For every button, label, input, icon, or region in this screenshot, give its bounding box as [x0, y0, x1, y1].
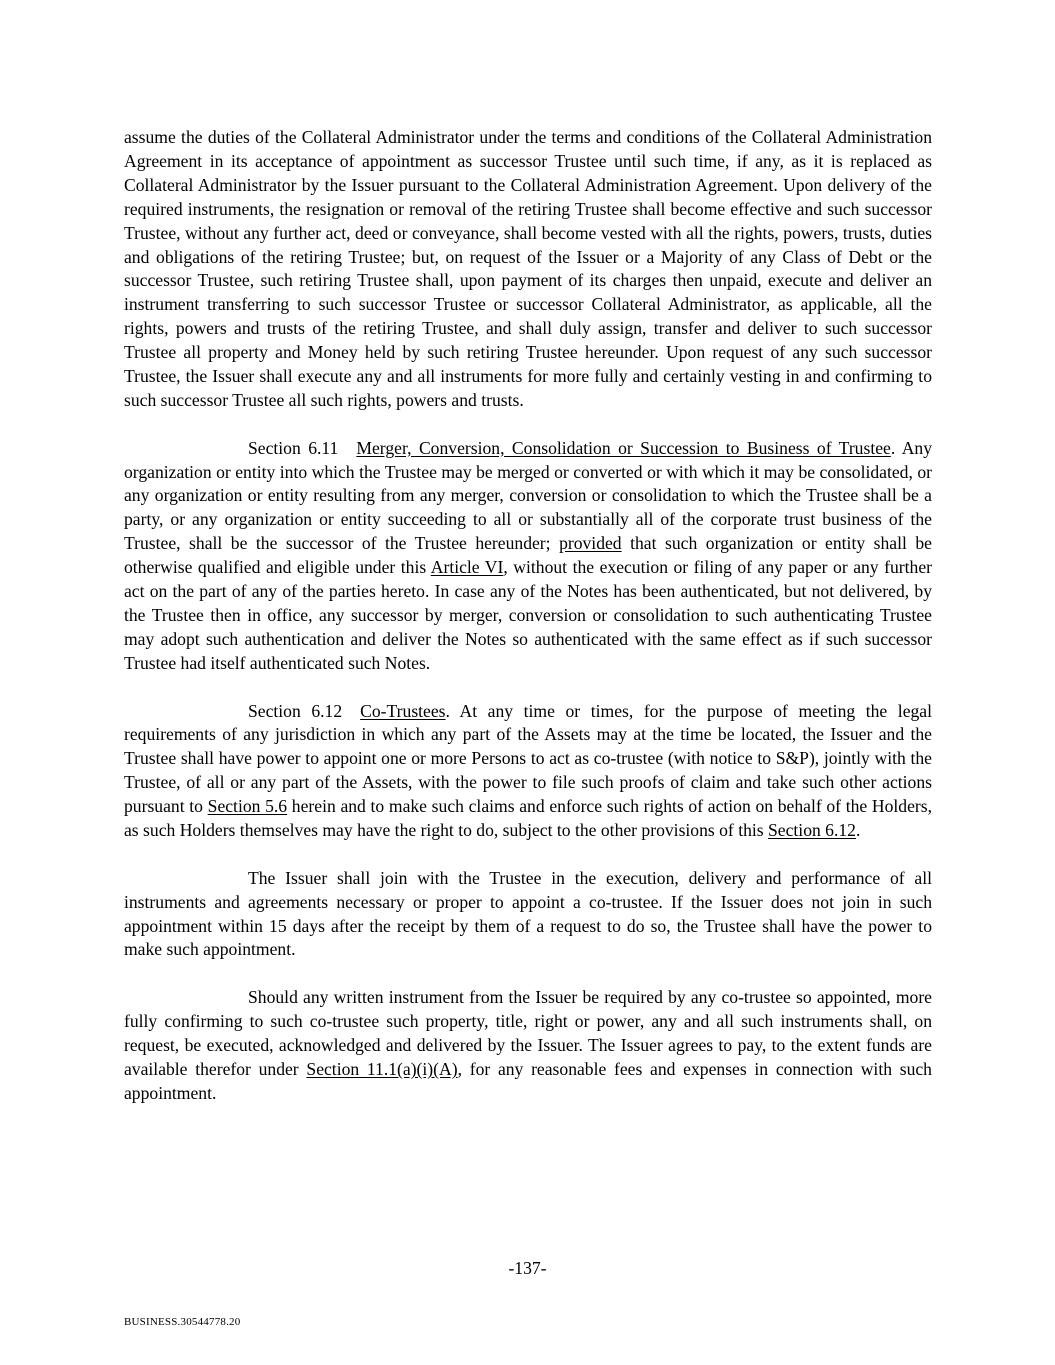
cross-reference-link[interactable]: Section 6.12 [768, 820, 856, 841]
section-text: that such organization or entity shall be otherwise qualified and eligible under this [124, 533, 932, 578]
section-6-12 [124, 700, 932, 843]
cross-reference-link[interactable]: Section 5.6 [207, 796, 288, 817]
page-number: -137- [508, 1258, 547, 1278]
section-number: Section 6.11 [248, 437, 339, 458]
section-text: . At any time or times, for the purpose of meeting the legal requirements of any jurisdiction in which any part of the Assets may at the time be located, the Issuer and the Trustee shall have power to appoint one or more Persons to act as co-trustee (with notice to S&P), jointly with the Trustee, of all or any part of the Assets, with the power to file such proofs of claim and take such other actions pursuant to [124, 700, 932, 817]
cross-reference-link[interactable]: Article VI [430, 557, 504, 578]
section-text: herein and to make such claims and enforce such rights of action on behalf of the Holders, as such Holders themselves may have the right to do, subject to the other provisions of this [124, 796, 932, 841]
document-footer-id: BUSINESS.30544778.20 [124, 1316, 241, 1328]
section-text: Should any written instrument from the Issuer be required by any co-trustee so appointed, more fully confirming to such co-trustee such property, title, right or power, any and all such instruments shall, on request, be executed, acknowledged and delivered by the Issuer. The Issuer agrees to pay, to the extent funds are available therefor under [124, 987, 932, 1079]
page-body [124, 126, 932, 1130]
section-heading: Co-Trustees [360, 700, 446, 721]
provided-term: provided [559, 533, 622, 554]
section-text: , without the execution or filing of any paper or any further act on the part of any of the parties hereto. In case any of the Notes has been authenticated, but not delivered, by the Trustee then in office, any successor by merger, conversion or consolidation to such authenticating Trustee may adopt such authentication and deliver the Notes so authenticated with the same effect as if such successor Trustee had itself authenticated such Notes. [124, 557, 932, 673]
section-number: Section 6.12 [248, 700, 343, 721]
section-text: , for any reasonable fees and expenses in connection with such appointment. [124, 1058, 932, 1103]
paragraph-issuer-join: The Issuer shall join with the Trustee in the execution, delivery and performance of all instruments and agreements necessary or proper to appoint a co-trustee. If the Issuer does not join in such appointment within 15 days after the receipt by them of a request to do so, the Trustee shall have the power to make such appointment. [124, 867, 932, 960]
section-6-11 [124, 437, 932, 676]
cross-reference-link[interactable]: Section 11.1(a)(i)(A) [306, 1058, 458, 1079]
paragraph-continuation: assume the duties of the Collateral Administrator under the terms and conditions of the Collateral Administration Agreement in its acceptance of appointment as successor Trustee until such time, if any, as it is replaced as Collateral Administrator by the Issuer pursuant to the Collateral Administration Agreement. Upon delivery of the required instruments, the resignation or removal of the retiring Trustee shall become effective and such successor Trustee, without any further act, deed or conveyance, shall become vested with all the rights, powers, trusts, duties and obligations of the retiring Trustee; but, on request of the Issuer or a Majority of any Class of Debt or the successor Trustee, such retiring Trustee shall, upon payment of its charges then unpaid, execute and deliver an instrument transferring to such successor Trustee or successor Collateral Administrator, as applicable, all the rights, powers and trusts of the retiring Trustee, and shall duly assign, transfer and deliver to such successor Trustee all property and Money held by such retiring Trustee hereunder. Upon request of any such successor Trustee, the Issuer shall execute any and all instruments for more fully and certainly vesting in and confirming to such successor Trustee all such rights, powers and trusts. [124, 127, 932, 410]
section-text: . [855, 820, 861, 841]
section-text: . Any organization or entity into which the Trustee may be merged or converted or with which it may be consolidated, or any organization or entity resulting from any merger, conversion or consolidation to which the Trustee shall be a party, or any organization or entity succeeding to all or substantially all of the corporate trust business of the Trustee, shall be the successor of the Trustee hereunder; [124, 437, 932, 554]
section-heading: Merger, Conversion, Consolidation or Succession to Business of Trustee [356, 437, 891, 458]
paragraph-written-instrument [124, 986, 932, 1106]
